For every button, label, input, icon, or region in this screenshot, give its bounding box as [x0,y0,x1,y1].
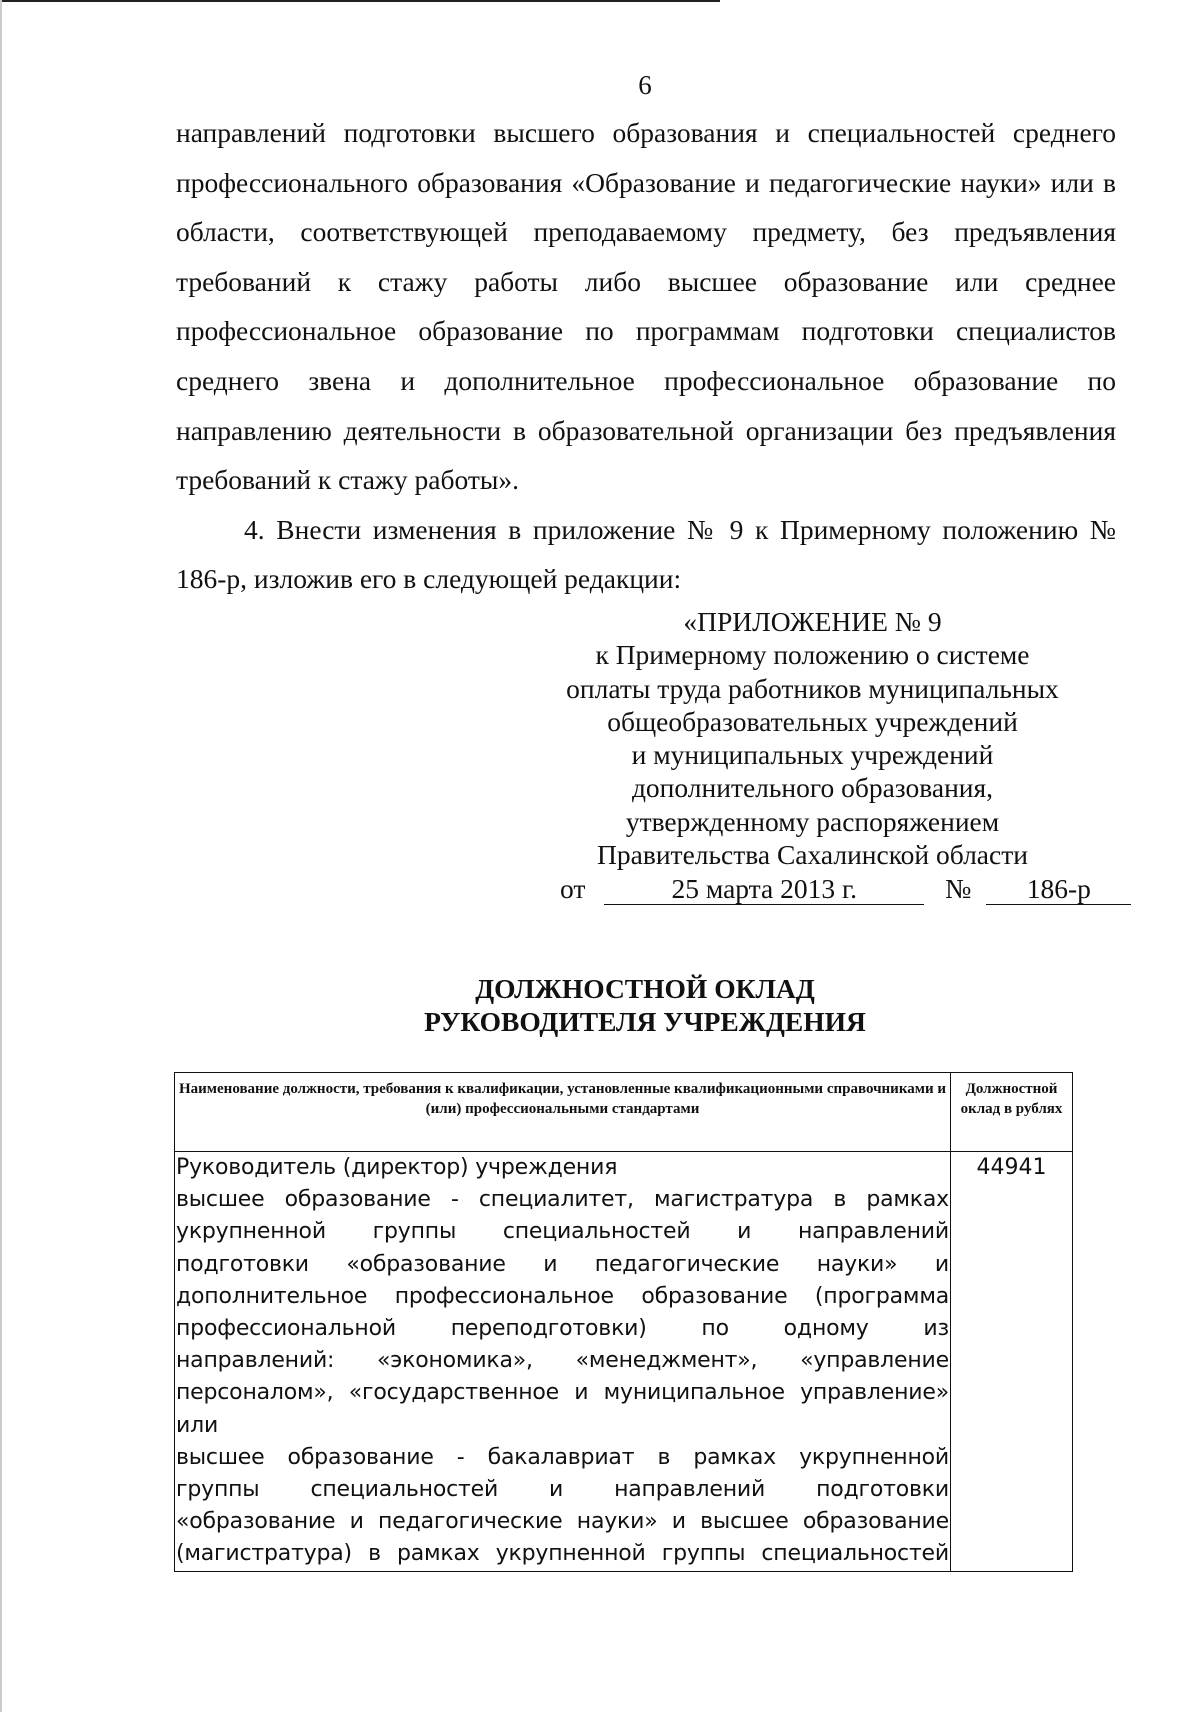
requirement-line: высшее образование - бакалавриат в рамках укрупненной [176,1444,949,1470]
table-row [175,1152,1073,1572]
appendix-line: утвержденному распоряжением [625,805,1000,837]
salary-value: 44941 [951,1152,1073,1572]
date-prefix: от [560,873,586,904]
position-requirements-cell [175,1152,951,1572]
scan-edge-line-left [0,0,2,1712]
requirement-line: профессиональной переподготовки) по одному из [176,1316,949,1342]
requirement-line: направлений: «экономика», «менеджмент», «управление [176,1348,949,1374]
requirement-line: персоналом», «государственное и муниципальное управление» [176,1380,949,1406]
appendix-date-line [560,872,1120,906]
paragraph-item-4: 4. Внести изменения в приложение № 9 к Примерному положению № 186-р, изложив его в следующей редакции: [176,513,1116,595]
requirement-line: высшее образование - специалитет, магистратура в рамках [176,1187,949,1213]
decree-number: 186-р [986,874,1131,905]
scan-edge-line-top [0,0,720,2]
appendix-line: и муниципальных учреждений [631,739,994,771]
header-position-requirements: Наименование должности, требования к квалификации, установленные квалификационными справочниками и (или) профессиональными стандартами [175,1073,951,1152]
requirement-line: или [176,1412,219,1438]
table-header-row [175,1073,1073,1152]
appendix-line: к Примерному положению о системе [595,639,1030,671]
requirement-line: «образование и педагогические науки» и высшее образование [176,1509,949,1535]
section-heading [0,972,1200,1038]
heading-line-2: РУКОВОДИТЕЛЯ УЧРЕЖДЕНИЯ [424,1006,866,1037]
body-text [176,108,1116,604]
appendix-line: дополнительного образования, [631,772,994,804]
appendix-title: «ПРИЛОЖЕНИЕ № 9 [683,606,942,637]
heading-line-1: ДОЛЖНОСТНОЙ ОКЛАД [475,973,815,1004]
number-sign: № [945,873,972,904]
requirement-line: (магистратура) в рамках укрупненной группы специальностей [176,1541,949,1567]
header-salary: Должностной оклад в рублях [951,1073,1073,1152]
appendix-line: общеобразовательных учреждений [607,705,1018,737]
salary-table [174,1072,1073,1572]
appendix-header [560,605,1065,871]
requirement-line: дополнительное профессиональное образование (программа [176,1283,949,1309]
page-number: 6 [638,70,652,100]
appendix-line: Правительства Сахалинской области [597,839,1028,871]
position-title: Руководитель (директор) учреждения [176,1155,618,1180]
requirement-line: подготовки «образование и педагогические науки» и [176,1251,949,1277]
paragraph-continuation: направлений подготовки высшего образования и специальностей среднего профессионального образования «Образование и педагогические науки» или в области, соответствующей преподаваемому предмету, без предъявления требований к стажу работы либо высшее образование или среднее профессиональное образование по программам подготовки специалистов среднего звена и дополнительное профессиональное образование по направлению деятельности в образовательной организации без предъявления требований к стажу работы». [176,117,1116,496]
requirement-line: укрупненной группы специальностей и направлений [176,1219,949,1245]
requirement-line: группы специальностей и направлений подготовки [176,1477,949,1503]
appendix-line: оплаты труда работников муниципальных [566,672,1059,704]
decree-date: 25 марта 2013 г. [604,874,924,905]
